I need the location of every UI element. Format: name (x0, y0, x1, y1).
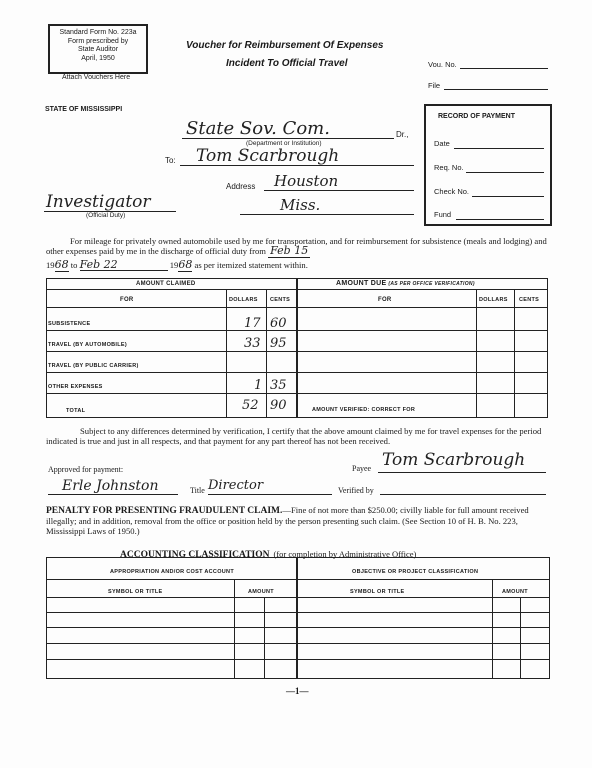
form-box-line: State Auditor (77, 46, 119, 53)
official-duty-value: Investigator (46, 192, 151, 212)
record-fund-line[interactable] (456, 219, 544, 220)
year-prefix-1: 19 (46, 260, 55, 270)
col-cents-left: CENTS (270, 297, 291, 303)
record-fund-label: Fund (434, 210, 452, 219)
year-prefix-2: 19 (169, 260, 179, 270)
amount-cents-total: 90 (270, 398, 287, 413)
from-date-value: Feb 15 (270, 244, 309, 257)
title-line[interactable] (208, 494, 332, 495)
accounting-table-divider (234, 580, 235, 679)
certification-text: Subject to any differences determined by verification, I certify that the above amount claimed by me for travel expenses for the period indicated is true and just in all respects, and that payment for any part thereof has not been received. (46, 426, 542, 446)
form-box-line: Form prescribed by (67, 37, 129, 45)
address-line-1[interactable] (264, 190, 414, 191)
attach-vouchers-note: Attach Vouchers Here (62, 74, 131, 81)
amount-dollars-total: 52 (242, 398, 259, 413)
payee-signature: Tom Scarbrough (382, 450, 526, 470)
record-of-payment-box (424, 104, 552, 226)
claim-table-divider (46, 351, 548, 352)
amount-verified-label: AMOUNT VERIFIED: CORRECT FOR (312, 407, 416, 413)
department-value: State Sov. Com. (186, 118, 330, 139)
to-value: Tom Scarbrough (196, 146, 340, 166)
claim-table-divider (46, 330, 548, 331)
row-label-total: TOTAL (66, 408, 86, 414)
mileage-text: For mileage for privately owned automobile used by me for transportation, and for reimbursement for subsistence (meals and lodging) and other expenses paid by me in the discharge of official duty from (46, 236, 547, 256)
department-line[interactable] (182, 138, 394, 139)
amount-dollars: 1 (254, 378, 263, 393)
amount-due-header (336, 280, 475, 287)
col-dollars-right: DOLLARS (479, 297, 508, 303)
address-label: Address (226, 182, 256, 191)
amount-dollars: 33 (244, 336, 261, 351)
address-line-2[interactable] (240, 214, 414, 215)
approved-label: Approved for payment: (48, 465, 124, 474)
year-value-2: 68 (178, 258, 193, 271)
amount-due-note: (AS PER OFFICE VERIFICATION) (388, 281, 475, 287)
record-check-label: Check No. (434, 187, 470, 196)
dr-label: Dr., (396, 130, 409, 139)
to-line[interactable] (180, 165, 414, 166)
page-number: —1— (286, 686, 309, 696)
form-title-line2: Incident To Official Travel (226, 58, 348, 69)
accounting-table-divider (520, 597, 521, 679)
amount-cents: 95 (270, 336, 287, 351)
amount-cents: 35 (270, 378, 287, 393)
col-for-left: FOR (120, 297, 134, 303)
record-req-line[interactable] (466, 172, 544, 173)
col-for-right: FOR (378, 297, 392, 303)
amount-claimed-header: AMOUNT CLAIMED (136, 281, 196, 287)
accounting-table-divider (46, 597, 550, 598)
record-check-line[interactable] (472, 196, 544, 197)
col-cents-right: CENTS (519, 297, 540, 303)
col-dollars-left: DOLLARS (229, 297, 258, 303)
row-label-other: OTHER EXPENSES (48, 384, 103, 390)
department-caption: (Department or Institution) (246, 140, 322, 147)
record-date-label: Date (434, 139, 450, 148)
accounting-row[interactable] (46, 659, 550, 660)
form-box-line: April, 1950 (81, 54, 115, 62)
vou-no-label: Vou. No. (428, 60, 457, 69)
symbol-title-left: SYMBOL OR TITLE (108, 589, 163, 595)
accounting-table-divider (264, 597, 265, 679)
mileage-dates-line (46, 260, 550, 271)
amount-cents: 60 (270, 316, 287, 331)
claim-table-divider (476, 290, 477, 417)
payee-label: Payee (352, 464, 372, 473)
title-label: Title (190, 486, 205, 495)
year-value-1: 68 (54, 258, 69, 271)
accounting-subtitle: (for completion by Administrative Office) (273, 549, 417, 559)
row-label-travel-carrier: TRAVEL (BY PUBLIC CARRIER) (48, 363, 139, 369)
accounting-title: ACCOUNTING CLASSIFICATION (120, 550, 270, 560)
penalty-paragraph (46, 505, 550, 536)
objective-header: OBJECTIVE OR PROJECT CLASSIFICATION (352, 569, 479, 575)
amount-right: AMOUNT (502, 589, 528, 595)
claim-table-divider (226, 290, 227, 417)
accounting-row[interactable] (46, 643, 550, 644)
accounting-table-divider (46, 579, 550, 580)
form-number-box (48, 24, 148, 74)
form-box-line: Standard Form No. 223a (59, 29, 137, 36)
approved-signature: Erle Johnston (62, 478, 159, 494)
record-req-label: Req. No. (434, 163, 464, 172)
to-word: to (70, 260, 78, 270)
symbol-title-right: SYMBOL OR TITLE (350, 589, 405, 595)
address-value-1: Houston (274, 172, 339, 190)
address-value-2: Miss. (280, 196, 321, 214)
penalty-heading: PENALTY FOR PRESENTING FRAUDULENT CLAIM. (46, 506, 283, 516)
to-label: To: (165, 156, 176, 165)
vou-no-line[interactable] (460, 68, 548, 69)
claim-table-divider (514, 290, 515, 417)
claim-table-divider (266, 290, 267, 417)
verified-by-line[interactable] (380, 494, 546, 495)
appropriation-header: APPROPRIATION AND/OR COST ACCOUNT (110, 569, 234, 575)
verified-by-label: Verified by (338, 486, 374, 495)
accounting-row[interactable] (46, 627, 550, 628)
row-label-travel-auto: TRAVEL (BY AUTOMOBILE) (48, 342, 128, 348)
title-value: Director (208, 478, 264, 493)
record-date-line[interactable] (454, 148, 544, 149)
claim-table-divider (296, 278, 298, 417)
record-of-payment-title: RECORD OF PAYMENT (438, 113, 516, 120)
accounting-table-divider (296, 557, 298, 679)
row-label-subsistence: SUBSISTENCE (48, 321, 91, 327)
payee-line[interactable] (378, 472, 546, 473)
amount-due-label: AMOUNT DUE (336, 280, 387, 287)
accounting-row[interactable] (46, 612, 550, 613)
file-label: File (428, 81, 441, 90)
amount-dollars: 17 (244, 316, 261, 331)
to-date-value: Feb 22 (80, 260, 168, 271)
form-title-line1: Voucher for Reimbursement Of Expenses (186, 40, 384, 51)
mileage-tail: as per itemized statement within. (194, 260, 308, 270)
accounting-table-divider (492, 580, 493, 679)
claim-table-divider (46, 372, 548, 373)
amount-left: AMOUNT (248, 589, 274, 595)
mileage-paragraph (46, 236, 550, 256)
penalty-text: —Fine of not more than $250.00; civilly liable for full amount received illegally; and in addition, removal from the office or position held by the person presenting such claim. (See Section 10 of H. B. No. 223, Mississippi Laws of 1950.) (46, 505, 529, 536)
accounting-table (46, 557, 550, 679)
official-duty-caption: (Official Duty) (86, 212, 126, 219)
claim-table-divider (46, 393, 548, 394)
file-line[interactable] (444, 89, 548, 90)
approved-line[interactable] (48, 494, 178, 495)
state-label: STATE OF MISSISSIPPI (45, 106, 123, 113)
